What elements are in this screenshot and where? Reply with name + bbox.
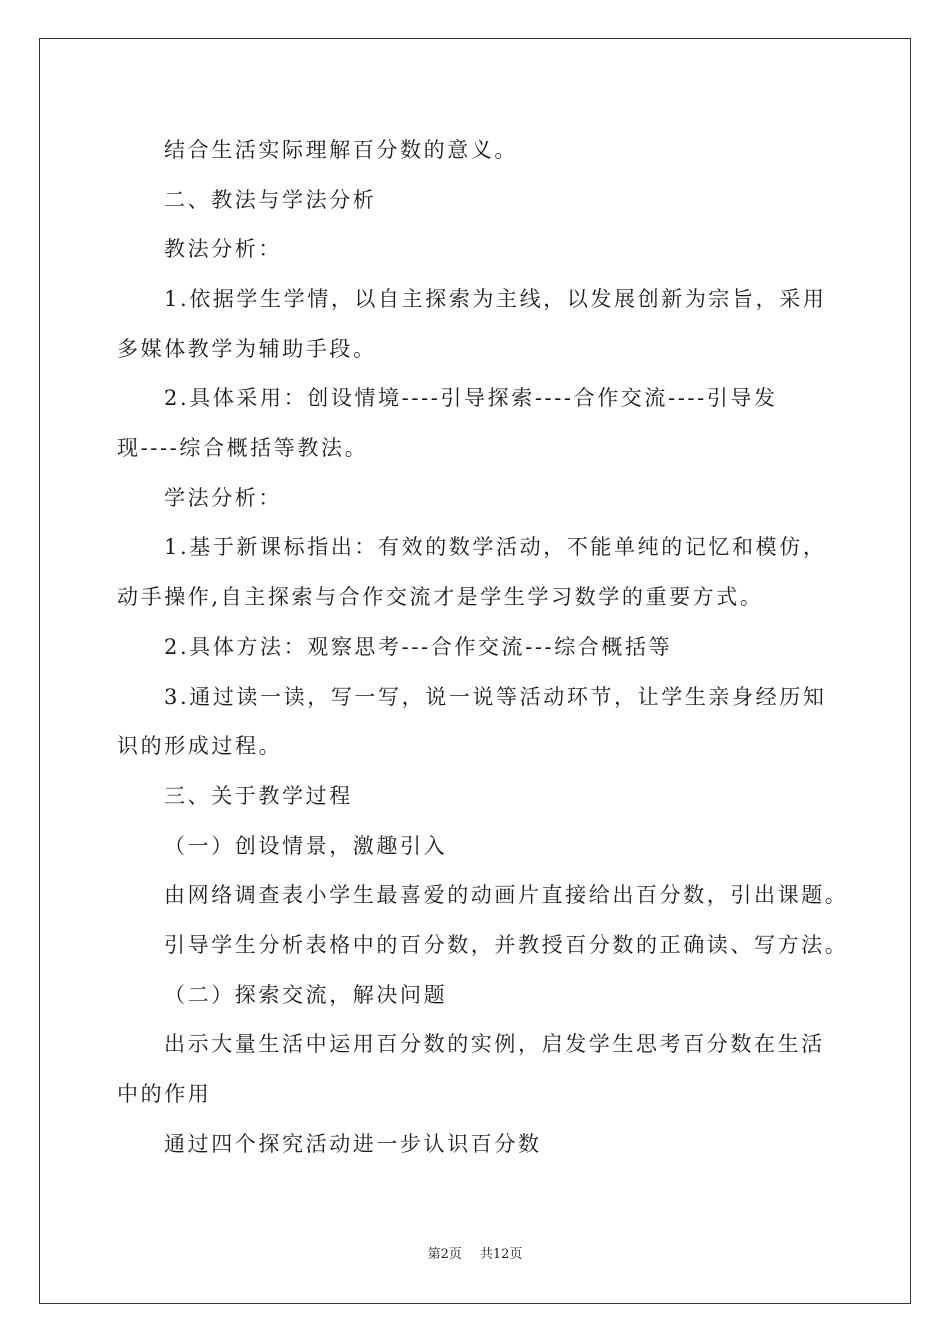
section-heading: 二、教法与学法分析 [164,188,377,212]
paragraph-line: 动手操作,自主探索与合作交流才是学生学习数学的重要方式。 [117,585,764,609]
paragraph-line: 通过四个探究活动进一步认识百分数 [164,1132,542,1156]
subheading: 教法分析： [164,237,282,261]
page-number: 第2页 [427,1247,462,1262]
subheading: （一）创设情景，激趣引入 [164,834,448,858]
paragraph-line: 多媒体教学为辅助手段。 [117,337,377,361]
paragraph-line: 1.基于新课标指出：有效的数学活动，不能单纯的记忆和模仿， [164,535,827,559]
paragraph-line: 引导学生分析表格中的百分数，并教授百分数的正确读、写方法。 [164,933,849,957]
subheading: （二）探索交流，解决问题 [164,983,448,1007]
paragraph-line: 识的形成过程。 [117,734,283,758]
paragraph-line: 1.依据学生学情，以自主探索为主线，以发展创新为宗旨，采用 [164,287,827,311]
paragraph-line: 由网络调查表小学生最喜爱的动画片直接给出百分数，引出课题。 [164,883,849,907]
paragraph-line: 3.通过读一读，写一写，说一说等活动环节，让学生亲身经历知 [164,685,827,709]
subheading: 学法分析： [164,486,282,510]
paragraph-line: 中的作用 [117,1082,212,1106]
page-footer [0,1246,950,1264]
paragraph-line: 现----综合概括等教法。 [117,436,369,460]
section-heading: 三、关于教学过程 [164,784,353,808]
paragraph-line: 2.具体方法：观察思考---合作交流---综合概括等 [164,635,673,659]
page-border [39,38,911,1304]
paragraph-line: 出示大量生活中运用百分数的实例，启发学生思考百分数在生活 [164,1032,825,1056]
paragraph-line: 结合生活实际理解百分数的意义。 [164,138,518,162]
page-total: 共12页 [479,1247,523,1262]
paragraph-line: 2.具体采用：创设情境----引导探索----合作交流----引导发 [164,386,778,410]
